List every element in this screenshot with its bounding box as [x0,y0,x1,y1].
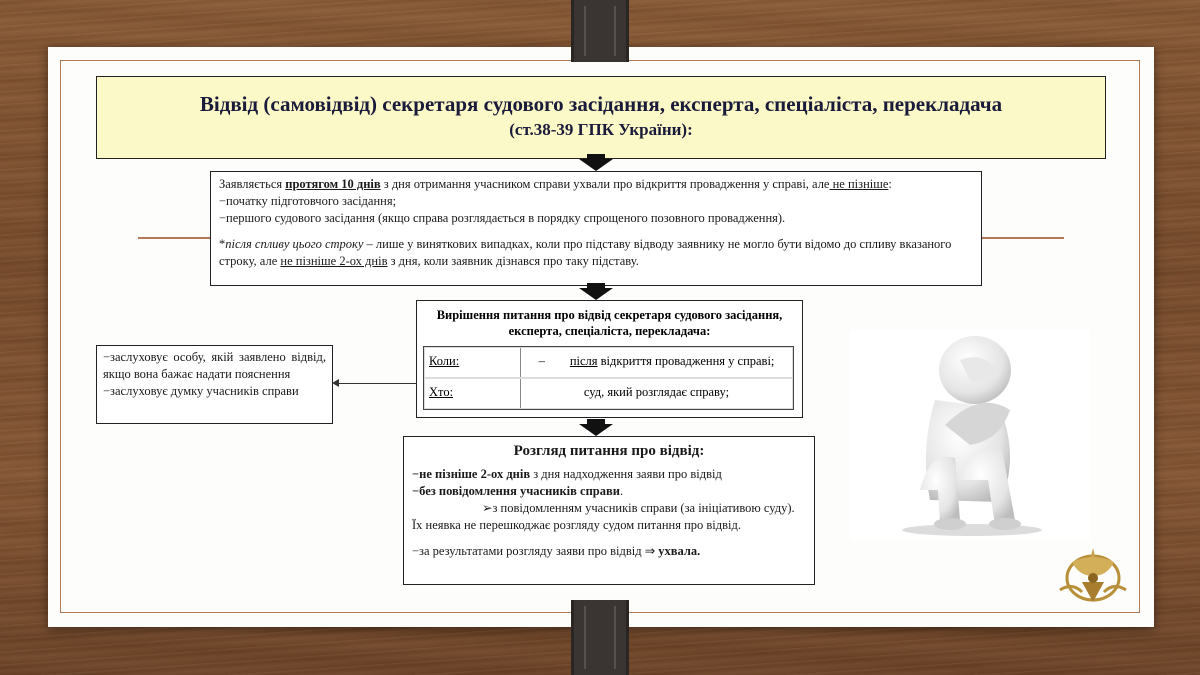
decision-header: Вирішення питання про відвід секретаря судового засідання, експерта, спеціаліста, перекладача: [436,308,783,338]
slide-title: Відвід (самовідвід) секретаря судового засідання, експерта, спеціаліста, перекладача [199,92,1003,116]
hearing-line-2: −заслуховує думку учасників справи [103,384,299,398]
review-line-2: −без повідомлення учасників справи. [412,484,624,498]
term-line-2: −початку підготовчого засідання; [219,194,397,208]
divider-line-left [138,237,210,239]
decision-row-when: Коли: – після відкриття провадження у справі; [425,348,792,377]
emblem-logo [1052,542,1134,610]
binder-clip-top [571,0,629,62]
review-header: Розгляд питання про відвід: [513,443,705,459]
left-arrow-connector [338,383,417,384]
review-box [403,436,815,585]
hearing-line-1: −заслуховує особу, якій заявлено відвід, якщо вона бажає надати пояснення [103,350,326,381]
slide-subtitle: (ст.38-39 ГПК України): [509,120,693,139]
down-arrow-3 [579,424,613,436]
hearing-box [96,345,333,424]
term-note: *після спливу цього строку – лише у виняткових випадках, коли про підставу відводу заявнику не могло бути відомо до спливу вказаного строку, але не пізніше 2-ох днів з дня, коли заявник дізнався про таку підставу. [219,237,952,268]
review-line-3: ➢з повідомленням учасників справи (за ініціативою суду). [482,501,795,515]
decision-row-who: Хто: суд, який розглядає справу; [425,379,792,408]
review-line-4: Їх неявка не перешкоджає розгляду судом питання про відвід. [412,518,741,532]
review-line-5: −за результатами розгляду заяви про відвід ⇒ ухвала. [412,544,701,558]
decision-box [416,300,803,418]
binder-clip-bottom [571,600,629,675]
title-box [96,76,1106,159]
divider-line-right [982,237,1064,239]
term-line-1: Заявляється протягом 10 днів з дня отримання учасником справи ухвали про відкриття провадження у справі, але не пізніше: [219,177,892,191]
sad-figure-illustration [850,330,1090,540]
down-arrow-2 [579,288,613,300]
review-line-1: −не пізніше 2-ох днів з дня надходження заяви про відвід [412,467,722,481]
term-line-3: −першого судового засідання (якщо справа розглядається в порядку спрощеного позовного провадження). [219,211,786,225]
down-arrow-1 [579,159,613,171]
decision-table [423,346,794,410]
term-box [210,171,982,286]
